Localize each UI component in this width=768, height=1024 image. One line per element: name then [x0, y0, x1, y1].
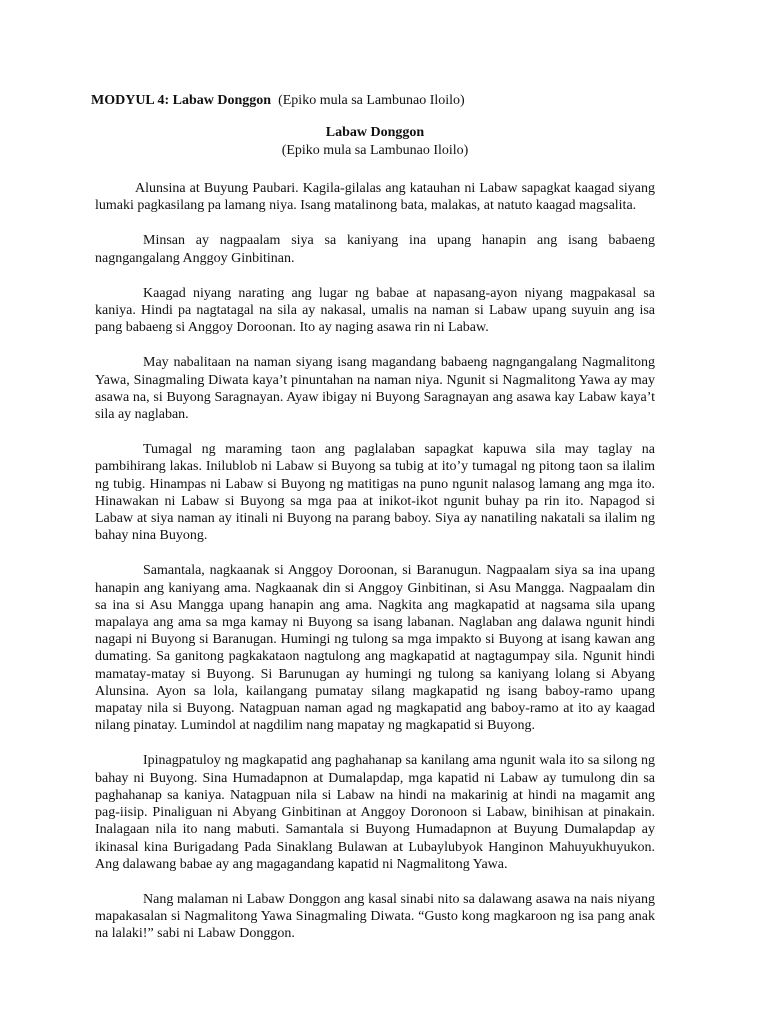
module-heading-note: (Epiko mula sa Lambunao Iloilo) — [278, 93, 465, 108]
paragraph-5: Tumagal ng maraming taon ang paglalaban sapagkat kapuwa sila may taglay na pambihirang lakas. Inilublob ni Labaw si Buyong sa tubig at ito’y tumagal ng pitong taon sa ilalim ng tubig. Hinampas ni Labaw si Buyong ng matitigas na puno ngunit nalasog lamang ang mga ito. Hinawakan ni Labaw si Buyong sa mga paa at inikot-ikot ngunit buhay pa rin ito. Napagod si Labaw at siya naman ay itinali ni Buyong na parang baboy. Siya ay nanatiling nakatali sa ilalim ng bahay nina Buyong. — [95, 442, 655, 544]
paragraph-1: Alunsina at Buyung Paubari. Kagila-gilalas ang katauhan ni Labaw sapagkat kaagad siyang lumaki pagkasilang pa lamang niya. Isang matalinong bata, malakas, at natuto kaagad magsalita. — [95, 181, 655, 214]
module-heading-label: MODYUL 4: Labaw Donggon — [91, 93, 272, 108]
title-block — [95, 124, 655, 160]
document-subtitle: (Epiko mula sa Lambunao Iloilo) — [281, 143, 469, 158]
module-heading — [91, 92, 465, 110]
paragraph-6: Samantala, nagkaanak si Anggoy Doroonan, si Baranugun. Nagpaalam siya sa ina upang hanapin ang kaniyang ama. Nagkaanak din si Anggoy Ginbitinan, si Asu Mangga. Nagpaalam din sa ina si Asu Mangga upang hanapin ang ama. Nagkita ang magkapatid at nagsama sila upang mapalaya ang ama sa mga kamay ni Buyong sa isang labanan. Naglaban ang dalawa ngunit hindi nagapi ni Buyong si Baranugan. Humingi ng tulong sa mga impakto si Buyong at isang kawan ang dumating. Sa ganitong pagkakataon nagtulong ang magkapatid at nagtagumpay sila. Ngunit hindi mamatay-matay si Buyong. Si Barunugan ay humingi ng tulong sa kaniyang lolang si Abyang Alunsina. Ayon sa lola, kailangang pumatay silang magkapatid ng isang baboy-ramo upang mapatay nila si Buyong. Natagpuan naman agad ng magkapatid ang baboy-ramo at ito ay kaagad nilang pinatay. Lumindol at nagdilim nang mapatay ng magkapatid si Buyong. — [95, 563, 655, 734]
document-title: Labaw Donggon — [325, 125, 425, 140]
document-body — [95, 180, 655, 961]
paragraph-3: Kaagad niyang narating ang lugar ng babae at napasang-ayon niyang magpakasal sa kaniya. Hindi pa nagtatagal na sila ay nakasal, umalis na naman si Labaw upang suyuin ang isa pang babaeng si Anggoy Doroonan. Ito ay naging asawa rin ni Labaw. — [95, 285, 655, 336]
paragraph-2: Minsan ay nagpaalam siya sa kaniyang ina upang hanapin ang isang babaeng nagngangalang Anggoy Ginbitinan. — [95, 233, 655, 266]
paragraph-8: Nang malaman ni Labaw Donggon ang kasal sinabi nito sa dalawang asawa na nais niyang mapakasalan si Nagmalitong Yawa Sinagmaling Diwata. “Gusto kong magkaroon ng isa pang anak na lalaki!” sabi ni Labaw Donggon. — [95, 891, 655, 942]
paragraph-4: May nabalitaan na naman siyang isang magandang babaeng nagngangalang Nagmalitong Yawa, Sinagmaling Diwata kaya’t pinuntahan na naman niya. Ngunit si Nagmalitong Yawa ay may asawa na, si Buyong Saragnayan. Ayaw ibigay ni Buyong Saragnayan ang asawa kay Labaw kaya’t sila ay naglaban. — [95, 355, 655, 423]
paragraph-7: Ipinagpatuloy ng magkapatid ang paghahanap sa kanilang ama ngunit wala ito sa silong ng bahay ni Buyong. Sina Humadapnon at Dumalapdap, mga kapatid ni Labaw ay tumulong din sa paghahanap sa kaniya. Natagpuan nila si Labaw na hindi na makarinig at hindi na magamit ang pag-iisip. Pinaliguan ni Abyang Ginbitinan at Anggoy Doronoon si Labaw, binihisan at pinakain. Inalagaan nila ito nang mabuti. Samantala si Buyong Humadapnon at Buyung Dumalapdap ay ikinasal kina Burigadang Pada Sinaklang Bulawan at Lubaylubyok Hanginon Mahuyukhuyukon. Ang dalawang babae ay ang magagandang kapatid ni Nagmalitong Yawa. — [95, 753, 655, 872]
